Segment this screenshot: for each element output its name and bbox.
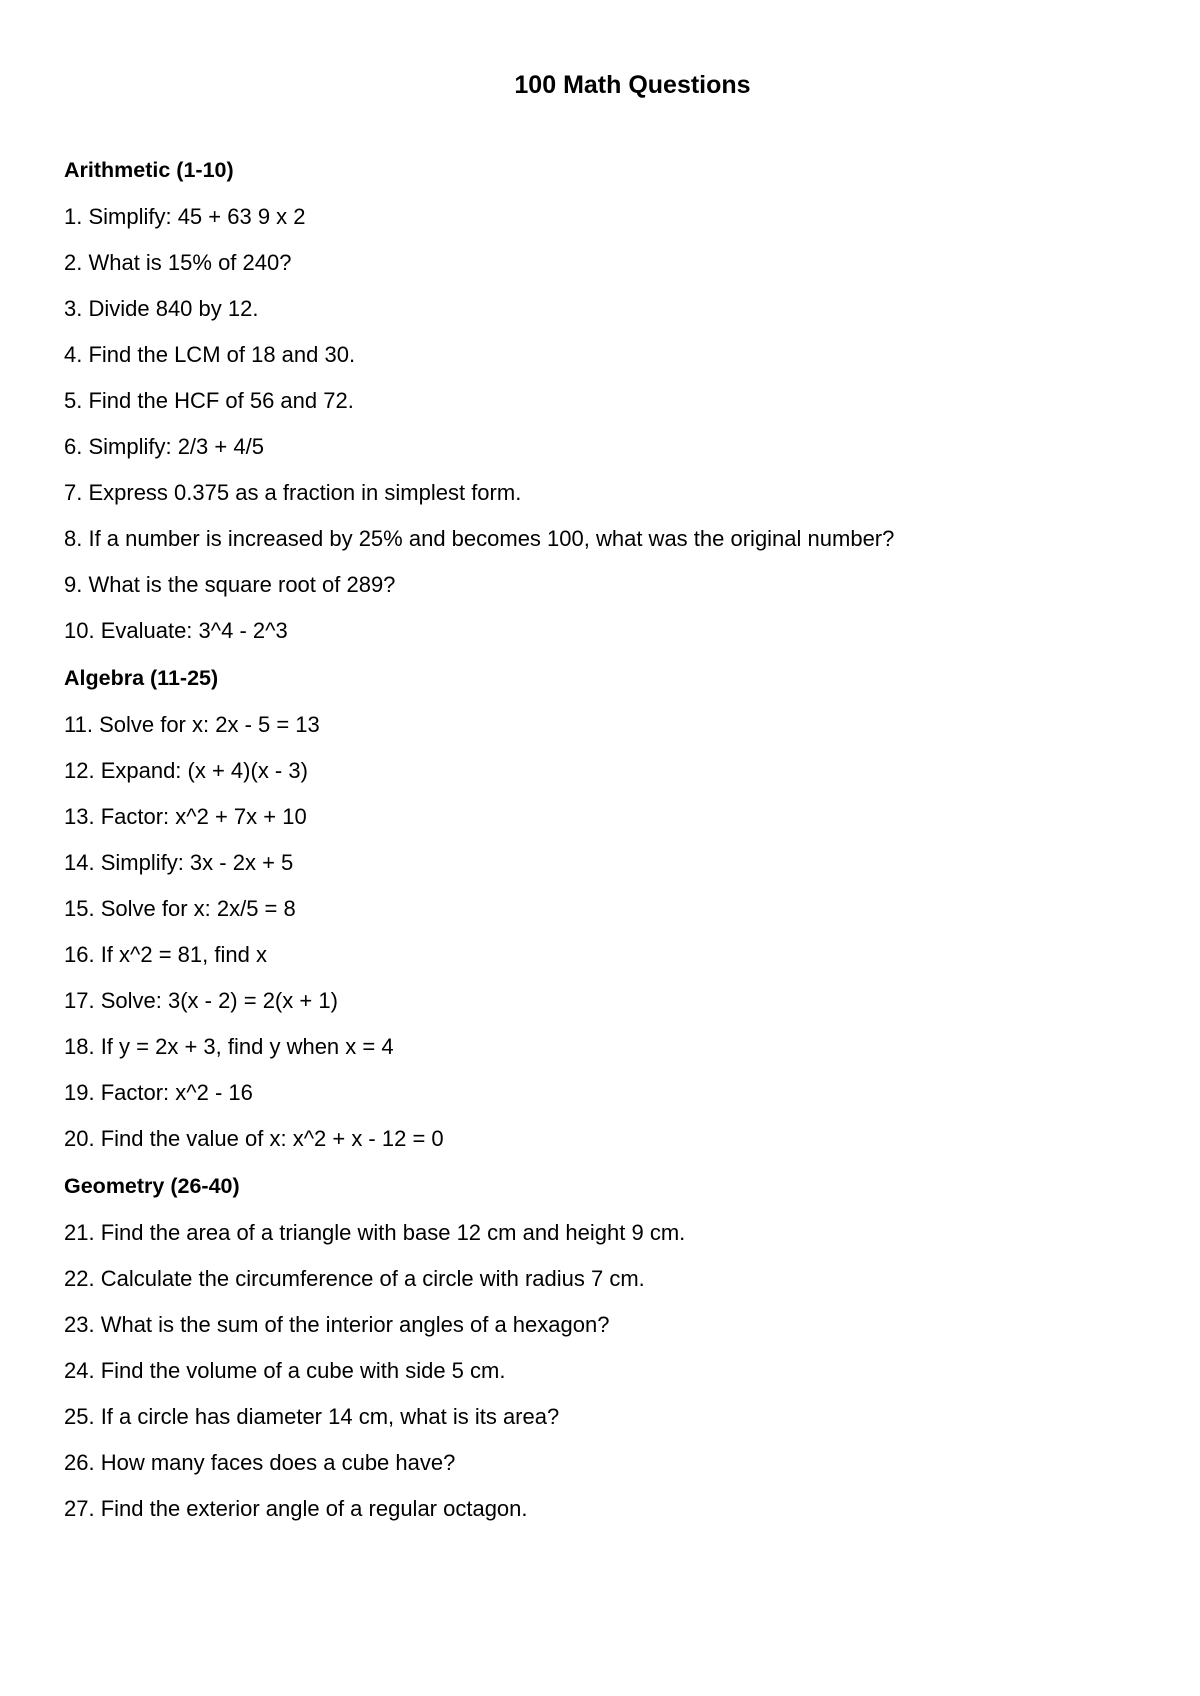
question-11: 11. Solve for x: 2x - 5 = 13 <box>64 712 320 737</box>
question-14: 14. Simplify: 3x - 2x + 5 <box>64 850 294 875</box>
question-1: 1. Simplify: 45 + 63 9 x 2 <box>64 204 306 229</box>
question-19: 19. Factor: x^2 - 16 <box>64 1080 253 1105</box>
question-6: 6. Simplify: 2/3 + 4/5 <box>64 434 264 459</box>
section-geometry <box>64 1170 1164 1525</box>
question-20: 20. Find the value of x: x^2 + x - 12 = 0 <box>64 1126 444 1151</box>
question-16: 16. If x^2 = 81, find x <box>64 942 267 967</box>
question-5: 5. Find the HCF of 56 and 72. <box>64 388 354 413</box>
question-9: 9. What is the square root of 289? <box>64 572 396 597</box>
section-heading: Algebra (11-25) <box>64 666 219 690</box>
question-12: 12. Expand: (x + 4)(x - 3) <box>64 758 308 783</box>
question-18: 18. If y = 2x + 3, find y when x = 4 <box>64 1034 394 1059</box>
question-4: 4. Find the LCM of 18 and 30. <box>64 342 356 367</box>
section-arithmetic <box>64 154 1164 647</box>
question-22: 22. Calculate the circumference of a circle with radius 7 cm. <box>64 1266 645 1291</box>
question-17: 17. Solve: 3(x - 2) = 2(x + 1) <box>64 988 338 1013</box>
question-2: 2. What is 15% of 240? <box>64 250 292 275</box>
section-heading: Geometry (26-40) <box>64 1174 240 1198</box>
question-21: 21. Find the area of a triangle with base 12 cm and height 9 cm. <box>64 1220 686 1245</box>
question-3: 3. Divide 840 by 12. <box>64 296 259 321</box>
document-body <box>64 154 1164 1525</box>
question-25: 25. If a circle has diameter 14 cm, what is its area? <box>64 1404 560 1429</box>
question-23: 23. What is the sum of the interior angles of a hexagon? <box>64 1312 610 1337</box>
question-26: 26. How many faces does a cube have? <box>64 1450 456 1475</box>
question-10: 10. Evaluate: 3^4 - 2^3 <box>64 618 288 643</box>
section-heading: Arithmetic (1-10) <box>64 158 234 182</box>
question-27: 27. Find the exterior angle of a regular octagon. <box>64 1496 528 1521</box>
question-13: 13. Factor: x^2 + 7x + 10 <box>64 804 307 829</box>
document-title: 100 Math Questions <box>514 71 751 99</box>
question-24: 24. Find the volume of a cube with side 5 cm. <box>64 1358 506 1383</box>
section-algebra <box>64 662 1164 1155</box>
question-15: 15. Solve for x: 2x/5 = 8 <box>64 896 296 921</box>
question-8: 8. If a number is increased by 25% and becomes 100, what was the original number? <box>64 526 895 551</box>
question-7: 7. Express 0.375 as a fraction in simplest form. <box>64 480 522 505</box>
